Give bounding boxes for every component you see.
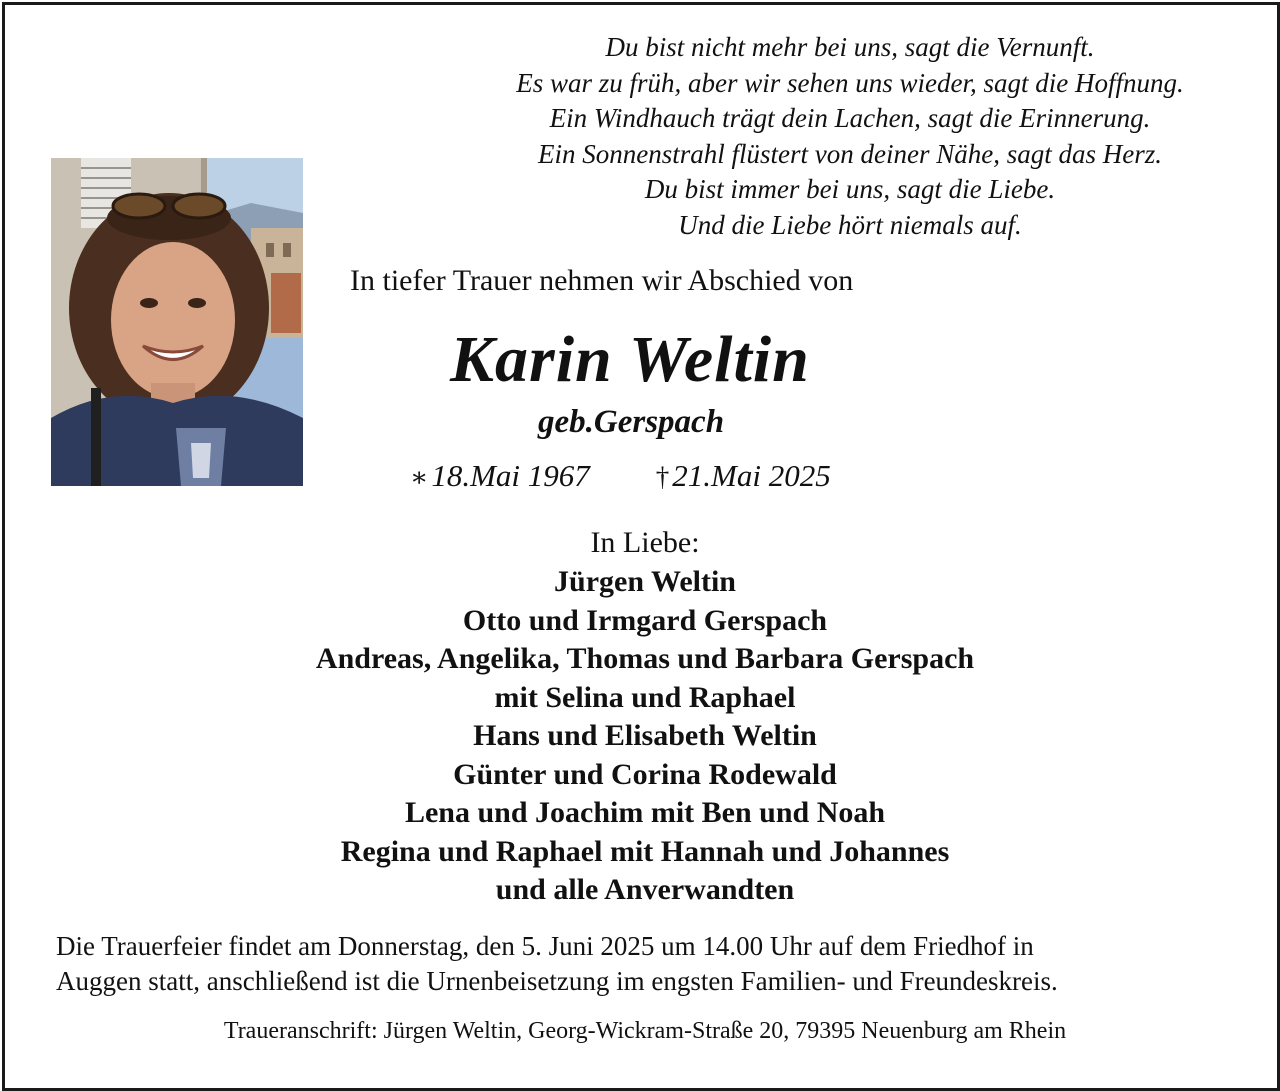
- poem-line: Du bist nicht mehr bei uns, sagt die Vernunft.: [605, 32, 1095, 62]
- deceased-name: Karin Weltin: [450, 323, 810, 396]
- family-member: Regina und Raphael mit Hannah und Johannes: [340, 834, 950, 868]
- poem-line: Und die Liebe hört niemals auf.: [678, 209, 1022, 240]
- poem-line: Du bist immer bei uns, sagt die Liebe.: [644, 174, 1056, 204]
- life-dates: [410, 458, 831, 494]
- poem: [440, 30, 1260, 243]
- death-date: 21.Mai 2025: [672, 458, 831, 493]
- funeral-notice: [56, 929, 1256, 999]
- intro-text: In tiefer Trauer nehmen wir Abschied von: [350, 264, 854, 297]
- mourning-address: Traueranschrift: Jürgen Weltin, Georg-Wickram-Straße 20, 79395 Neuenburg am Rhein: [223, 1018, 1067, 1044]
- notice-line: Die Trauerfeier findet am Donnerstag, den 5. Juni 2025 um 14.00 Uhr auf dem Friedhof in: [56, 931, 1034, 961]
- family-member: Otto und Irmgard Gerspach: [462, 603, 828, 637]
- death-date-group: [656, 458, 831, 494]
- birth-date: 18.Mai 1967: [431, 458, 590, 493]
- family-member: Hans und Elisabeth Weltin: [473, 719, 817, 752]
- family-member: Jürgen Weltin: [554, 565, 736, 598]
- family-list: [0, 563, 1280, 910]
- in-love-heading: [0, 526, 1280, 560]
- birth-star-icon: ∗: [410, 462, 429, 492]
- family-member: mit Selina und Raphael: [494, 680, 796, 714]
- poem-line: Es war zu früh, aber wir sehen uns wieder, sagt die Hoffnung.: [516, 67, 1184, 98]
- death-cross-icon: †: [655, 462, 670, 492]
- poem-line: Ein Windhauch trägt dein Lachen, sagt die Erinnerung.: [549, 103, 1151, 133]
- family-member: Lena und Joachim mit Ben und Noah: [404, 796, 886, 829]
- portrait-photo: [51, 158, 303, 486]
- notice-line: Auggen statt, anschließend ist die Urnenbeisetzung im engsten Familien- und Freundeskreis.: [56, 966, 1058, 996]
- poem-line: Ein Sonnenstrahl flüstert von deiner Nähe, sagt das Herz.: [538, 138, 1162, 169]
- family-member: und alle Anverwandten: [495, 873, 795, 906]
- family-member: Andreas, Angelika, Thomas und Barbara Gerspach: [315, 642, 975, 675]
- family-member: Günter und Corina Rodewald: [453, 757, 837, 791]
- birth-date-group: [410, 458, 590, 494]
- in-love-label: In Liebe:: [590, 526, 700, 559]
- maiden-name: geb.Gerspach: [538, 404, 725, 440]
